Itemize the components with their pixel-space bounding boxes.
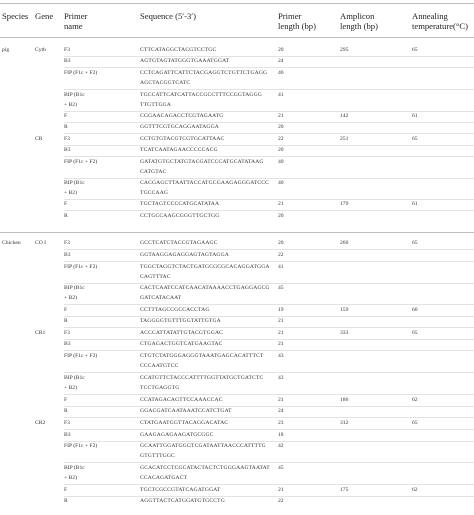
header-primer-name-2: name bbox=[64, 21, 83, 31]
sequence-cell: AGGTTACTCATGGATGTGCCTG bbox=[140, 498, 225, 504]
primer-name-cell: F bbox=[64, 201, 68, 207]
primer-length-cell: 21 bbox=[278, 341, 284, 347]
primer-name-cell: BIP (B1c bbox=[64, 375, 85, 381]
sequence-cell: CCTTTAGCCGCCACCTAG bbox=[140, 307, 210, 313]
primer-length-cell: 20 bbox=[278, 124, 284, 130]
row-separator bbox=[64, 283, 474, 284]
primer-length-cell: 21 bbox=[278, 201, 284, 207]
primer-name-cell: F3 bbox=[64, 47, 70, 53]
header-amplicon-length-2: length (bp) bbox=[340, 21, 378, 31]
sequence-cell: CTTCATAGGCTACGTCCTGC bbox=[140, 47, 217, 53]
primer-length-cell: 45 bbox=[278, 285, 284, 291]
primer-name-cell: + B2) bbox=[64, 102, 77, 108]
amplicon-length-cell: 159 bbox=[340, 307, 349, 313]
sequence-cell: CCCAATGTCC bbox=[140, 363, 179, 369]
primer-length-cell: 45 bbox=[278, 465, 284, 471]
sequence-cell: AGTGTAGTATGGGTGAAATGGAT bbox=[140, 58, 230, 64]
sequence-cell: TCATCAATAGAACCCCCACG bbox=[140, 147, 218, 153]
row-separator bbox=[64, 339, 474, 340]
sequence-cell: GATATGTGCTATGTACGATCCCATGCATATAAG bbox=[140, 159, 264, 165]
row-separator bbox=[64, 210, 474, 211]
primer-name-cell: B3 bbox=[64, 252, 71, 258]
sequence-cell: CCTCAGATTCATTCTACGAGGTCTGTTCTGAGG bbox=[140, 70, 268, 76]
primer-name-cell: FIP (F1c + F2) bbox=[64, 443, 98, 449]
primer-length-cell: 21 bbox=[278, 487, 284, 493]
row-separator bbox=[64, 133, 474, 134]
primer-name-cell: B3 bbox=[64, 58, 71, 64]
row-separator bbox=[64, 178, 474, 179]
primer-length-cell: 41 bbox=[278, 264, 284, 270]
row-separator bbox=[64, 441, 474, 442]
row-separator bbox=[64, 89, 474, 90]
annealing-temperature-cell: 61 bbox=[412, 201, 418, 207]
row-separator bbox=[64, 327, 474, 328]
primer-length-cell: 20 bbox=[278, 240, 284, 246]
primer-name-cell: BIP (B1c bbox=[64, 285, 85, 291]
primer-length-cell: 22 bbox=[278, 498, 284, 504]
header-species: Species bbox=[2, 11, 29, 21]
primer-length-cell: 24 bbox=[278, 58, 284, 64]
sequence-cell: AGCTACGGTCATC bbox=[140, 80, 191, 86]
primer-name-cell: F bbox=[64, 307, 68, 313]
primer-length-cell: 20 bbox=[278, 213, 284, 219]
gene-cell: CR2 bbox=[35, 420, 46, 426]
primer-name-cell: F3 bbox=[64, 420, 70, 426]
primer-name-cell: BIP (B1c bbox=[64, 180, 85, 186]
primer-length-cell: 18 bbox=[278, 432, 284, 438]
primer-name-cell: F3 bbox=[64, 136, 70, 142]
primer-length-cell: 21 bbox=[278, 330, 284, 336]
gene-cell: CR1 bbox=[35, 330, 46, 336]
primer-length-cell: 42 bbox=[278, 443, 284, 449]
row-separator bbox=[64, 484, 474, 485]
annealing-temperature-cell: 65 bbox=[412, 420, 418, 426]
header-annealing-2: temperature(°C) bbox=[412, 21, 468, 31]
primer-length-cell: 22 bbox=[278, 252, 284, 258]
primer-name-cell: R bbox=[64, 498, 68, 504]
row-separator bbox=[64, 249, 474, 250]
primer-length-cell: 20 bbox=[278, 147, 284, 153]
annealing-temperature-cell: 65 bbox=[412, 136, 418, 142]
primer-length-cell: 40 bbox=[278, 180, 284, 186]
amplicon-length-cell: 175 bbox=[340, 487, 349, 493]
sequence-cell: CCATGTTCTACCCATTTTGGTTATGCTGATCTC bbox=[140, 375, 264, 381]
amplicon-length-cell: 295 bbox=[340, 47, 349, 53]
gene-cell: Cytb bbox=[35, 47, 46, 53]
species-divider-rule bbox=[0, 232, 474, 233]
primer-name-cell: B3 bbox=[64, 341, 71, 347]
primer-name-cell: F3 bbox=[64, 240, 70, 246]
annealing-temperature-cell: 62 bbox=[412, 487, 418, 493]
sequence-cell: TGCTCGCCGTATCAGATGGAT bbox=[140, 487, 221, 493]
primer-length-cell: 23 bbox=[278, 420, 284, 426]
primer-name-cell: FIP (F1c + F2) bbox=[64, 353, 98, 359]
sequence-cell: GGACGATCAATAAATCCATCTGAT bbox=[140, 408, 232, 414]
primer-length-cell: 19 bbox=[278, 307, 284, 313]
primer-name-cell: FIP (F1c + F2) bbox=[64, 159, 98, 165]
row-separator bbox=[64, 67, 474, 68]
amplicon-length-cell: 312 bbox=[340, 420, 349, 426]
sequence-cell: CTATGAATGGTTACAGGACATAC bbox=[140, 420, 229, 426]
row-separator bbox=[64, 156, 474, 157]
primer-name-cell: + B2) bbox=[64, 385, 77, 391]
sequence-cell: GAAGAGAGAAGATGCGGC bbox=[140, 432, 214, 438]
primer-name-cell: BIP (B1c bbox=[64, 92, 85, 98]
sequence-cell: TGCTAGTCCCCATGCATATAA bbox=[140, 201, 220, 207]
header-rule bbox=[0, 37, 474, 38]
primer-name-cell: R bbox=[64, 408, 68, 414]
row-separator bbox=[64, 111, 474, 112]
primer-name-cell: FIP (F1c + F2) bbox=[64, 70, 98, 76]
amplicon-length-cell: 142 bbox=[340, 113, 349, 119]
primer-name-cell: + B2) bbox=[64, 475, 77, 481]
primer-length-cell: 40 bbox=[278, 159, 284, 165]
primer-length-cell: 46 bbox=[278, 70, 284, 76]
amplicon-length-cell: 186 bbox=[340, 397, 349, 403]
primer-length-cell: 24 bbox=[278, 408, 284, 414]
sequence-cell: CATGTAC bbox=[140, 169, 167, 175]
primer-length-cell: 21 bbox=[278, 318, 284, 324]
sequence-cell: GCCTCATCTACCGTAGAAGC bbox=[140, 240, 218, 246]
primer-length-cell: 21 bbox=[278, 113, 284, 119]
header-annealing-1: Annealing bbox=[412, 11, 448, 21]
primer-name-cell: BIP (B1c bbox=[64, 465, 85, 471]
primer-name-cell: F3 bbox=[64, 330, 70, 336]
primer-name-cell: R bbox=[64, 213, 68, 219]
primer-name-cell: F bbox=[64, 487, 68, 493]
sequence-cell: TGCCAAG bbox=[140, 190, 169, 196]
primer-name-cell: F bbox=[64, 113, 68, 119]
header-primer-length-1: Primer bbox=[278, 11, 302, 21]
row-separator bbox=[64, 145, 474, 146]
header-primer-length-2: length (bp) bbox=[278, 21, 316, 31]
primer-length-cell: 21 bbox=[278, 397, 284, 403]
sequence-cell: GCAATTGGATGGGTCGATAATTAACCCATTTTG bbox=[140, 443, 266, 449]
primer-length-cell: 43 bbox=[278, 375, 284, 381]
row-separator bbox=[64, 394, 474, 395]
sequence-cell: CACGAGCTTAATTACCATGCGAAGAGGGATCCC bbox=[140, 180, 269, 186]
primer-name-cell: R bbox=[64, 124, 68, 130]
sequence-cell: CCACAGATGACT bbox=[140, 475, 188, 481]
amplicon-length-cell: 179 bbox=[340, 201, 349, 207]
primer-length-cell: 22 bbox=[278, 136, 284, 142]
sequence-cell: CTGAGACTGGTCATGAAGTAC bbox=[140, 341, 223, 347]
sequence-cell: TCCTGAGGTG bbox=[140, 385, 180, 391]
row-separator bbox=[64, 261, 474, 262]
sequence-cell: CCTGCCAAGCGGGTTGCTGG bbox=[140, 213, 220, 219]
row-separator bbox=[64, 406, 474, 407]
row-separator bbox=[64, 350, 474, 351]
sequence-cell: TGCCATTCATCATTACCGCCTTTCCGGTAGGG bbox=[140, 92, 262, 98]
sequence-cell: GTGTTTGGC bbox=[140, 453, 175, 459]
annealing-temperature-cell: 62 bbox=[412, 397, 418, 403]
sequence-cell: GGTTTCGTGCAGGAATAGGA bbox=[140, 124, 219, 130]
sequence-cell: CAGTTTAC bbox=[140, 274, 171, 280]
sequence-cell: CACTCAATCCATCAACATAAAACCTGAGGAGCG bbox=[140, 285, 270, 291]
annealing-temperature-cell: 65 bbox=[412, 47, 418, 53]
gene-cell: CO I bbox=[35, 240, 47, 246]
header-primer-name-1: Primer bbox=[64, 11, 88, 21]
row-separator bbox=[64, 56, 474, 57]
sequence-cell: CCATAGACAGTTCCAAACCAC bbox=[140, 397, 223, 403]
primer-name-cell: F bbox=[64, 397, 68, 403]
sequence-cell: GCACATCCTCGCATACTACTCTGGGAAGTAATAT bbox=[140, 465, 270, 471]
row-separator bbox=[64, 122, 474, 123]
header-sequence: Sequence (5′-3′) bbox=[140, 11, 197, 21]
sequence-cell: TAGGGGTGTTTGGTATTGTGA bbox=[140, 318, 221, 324]
sequence-cell: ACCCATTATATTGTACGTGGAC bbox=[140, 330, 224, 336]
row-separator bbox=[64, 496, 474, 497]
row-separator bbox=[64, 429, 474, 430]
top-rule bbox=[0, 3, 474, 4]
sequence-cell: TTGTTGGA bbox=[140, 102, 172, 108]
primer-name-cell: R bbox=[64, 318, 68, 324]
primer-name-cell: B3 bbox=[64, 432, 71, 438]
primer-length-cell: 43 bbox=[278, 353, 284, 359]
gene-cell: CR bbox=[35, 136, 43, 142]
primer-name-cell: + B2) bbox=[64, 295, 77, 301]
row-separator bbox=[64, 304, 474, 305]
primer-name-cell: FIP (F1c + F2) bbox=[64, 264, 98, 270]
row-separator bbox=[64, 462, 474, 463]
amplicon-length-cell: 251 bbox=[340, 136, 349, 142]
annealing-temperature-cell: 60 bbox=[412, 307, 418, 313]
sequence-cell: GGTAAGGAGAGGAGTAGTAGGA bbox=[140, 252, 229, 258]
primer-length-cell: 20 bbox=[278, 47, 284, 53]
row-separator bbox=[64, 316, 474, 317]
amplicon-length-cell: 333 bbox=[340, 330, 349, 336]
row-separator bbox=[64, 417, 474, 418]
amplicon-length-cell: 260 bbox=[340, 240, 349, 246]
sequence-cell: CCTGTGTACGTCGTGCATTAAC bbox=[140, 136, 225, 142]
row-separator bbox=[64, 372, 474, 373]
annealing-temperature-cell: 61 bbox=[412, 113, 418, 119]
sequence-cell: TGGCTAGGTCTACTGATGCGCGCACAGGATGGA bbox=[140, 264, 270, 270]
species-cell: pig bbox=[2, 47, 10, 53]
sequence-cell: GATCATACAAT bbox=[140, 295, 182, 301]
primer-length-cell: 41 bbox=[278, 92, 284, 98]
annealing-temperature-cell: 65 bbox=[412, 240, 418, 246]
sequence-cell: CTGTCTATGGGAGGGTAAATGAGCACATTTCT bbox=[140, 353, 264, 359]
annealing-temperature-cell: 65 bbox=[412, 330, 418, 336]
primer-name-cell: + B2) bbox=[64, 190, 77, 196]
species-cell: Chicken bbox=[2, 240, 21, 246]
header-amplicon-length-1: Amplicon bbox=[340, 11, 375, 21]
primer-name-cell: B3 bbox=[64, 147, 71, 153]
sequence-cell: CGGAACAGACCTCGTAGAATG bbox=[140, 113, 224, 119]
row-separator bbox=[64, 199, 474, 200]
header-gene: Gene bbox=[35, 11, 54, 21]
